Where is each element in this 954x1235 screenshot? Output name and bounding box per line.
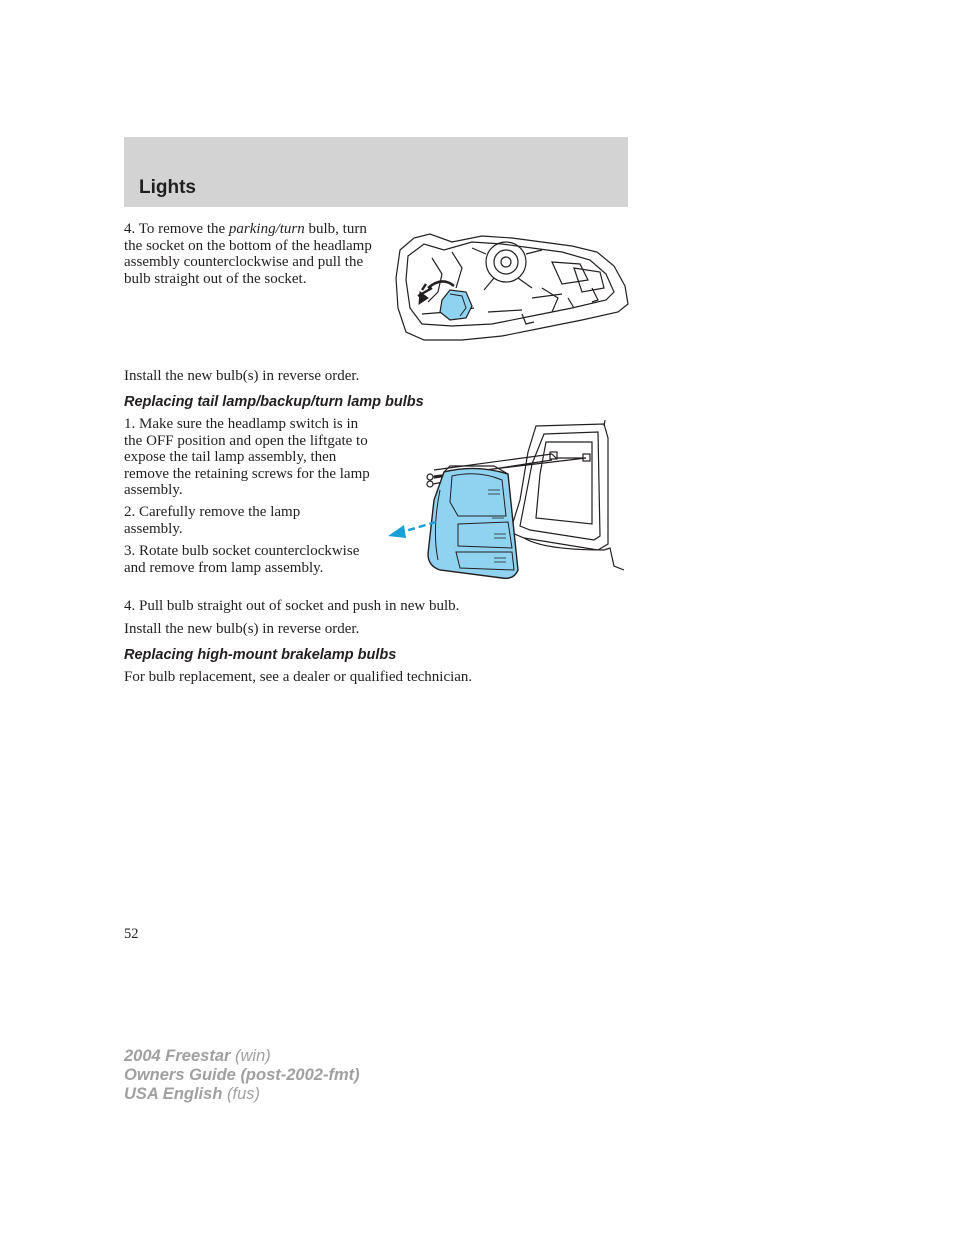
brakelamp-heading: Replacing high-mount brakelamp bulbs bbox=[124, 647, 397, 663]
parking-step-4 bbox=[124, 221, 374, 287]
tail-step-4: 4. Pull bulb straight out of socket and push in new bulb. bbox=[124, 598, 460, 614]
tail-step-1: 1. Make sure the headlamp switch is in the OFF position and open the liftgate to expose the tail lamp assembly, then remove the retaining screws for the lamp assembly. bbox=[124, 416, 370, 498]
removal-arrow bbox=[388, 522, 436, 538]
parking-step-4-rest: bulb, turn the socket on the bottom of the headlamp assembly counterclockwise and pull the bulb straight out of the socket. bbox=[124, 221, 372, 287]
parking-install-note: Install the new bulb(s) in reverse order. bbox=[124, 368, 360, 384]
section-title: Lights bbox=[139, 177, 196, 198]
parking-step-4-prefix: 4. To remove the bbox=[124, 221, 229, 237]
parking-turn-bulb-socket bbox=[440, 290, 472, 320]
footer-language: USA English bbox=[124, 1085, 223, 1103]
headlamp-assembly-illustration bbox=[392, 228, 632, 344]
footer-line-2 bbox=[124, 1066, 360, 1085]
page-number: 52 bbox=[124, 926, 139, 942]
brakelamp-text: For bulb replacement, see a dealer or qualified technician. bbox=[124, 669, 473, 685]
tail-step-3: 3. Rotate bulb socket counterclockwise and remove from lamp assembly. bbox=[124, 543, 360, 576]
footer-guide: Owners Guide (post-2002-fmt) bbox=[124, 1066, 360, 1084]
tail-lamp-heading: Replacing tail lamp/backup/turn lamp bulbs bbox=[124, 394, 424, 410]
section-header-band bbox=[124, 137, 628, 207]
footer-language-code: (fus) bbox=[222, 1085, 260, 1103]
footer-model: 2004 Freestar bbox=[124, 1047, 231, 1065]
document-footer bbox=[124, 1047, 360, 1104]
tail-install-note: Install the new bulb(s) in reverse order. bbox=[124, 621, 360, 637]
tail-lamp-illustration bbox=[384, 420, 632, 582]
tail-lamp-lens bbox=[428, 466, 518, 578]
footer-line-1 bbox=[124, 1047, 360, 1066]
tail-step-2: 2. Carefully remove the lamp assembly. bbox=[124, 504, 301, 537]
footer-model-code: (win) bbox=[230, 1047, 271, 1065]
footer-line-3 bbox=[124, 1085, 360, 1104]
parking-turn-term: parking/turn bbox=[228, 221, 305, 237]
